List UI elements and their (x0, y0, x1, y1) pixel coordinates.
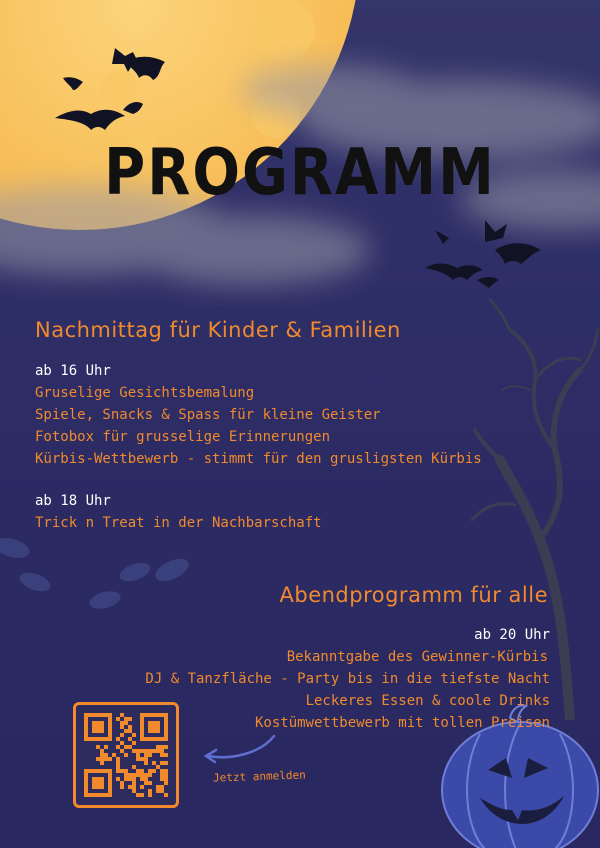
afternoon-heading: Nachmittag für Kinder & Familien (35, 318, 401, 342)
page-title: PROGRAMM (104, 135, 496, 210)
afternoon-item: Spiele, Snacks & Spass für kleine Geister (35, 407, 381, 423)
evening-item: Kostümwettbewerb mit tollen Preisen (254, 715, 550, 731)
afternoon-time-2: ab 18 Uhr (35, 493, 111, 509)
evening-item: Bekanntgabe des Gewinner-Kürbis (286, 649, 548, 665)
bat-icon (425, 220, 545, 290)
qr-code-icon[interactable] (73, 702, 179, 808)
bat-icon (55, 40, 195, 130)
afternoon-item: Fotobox für grusselige Erinnerungen (35, 429, 331, 445)
evening-item: DJ & Tanzfläche - Party bis in die tiefste Nacht (145, 671, 550, 687)
afternoon-item: Kürbis-Wettbewerb - stimmt für den grusligsten Kürbis (35, 451, 482, 467)
signup-label[interactable]: Jetzt anmelden (212, 768, 306, 785)
afternoon-item: Gruselige Gesichtsbemalung (35, 385, 255, 401)
afternoon-time-1: ab 16 Uhr (35, 363, 111, 379)
evening-item: Leckeres Essen & coole Drinks (305, 693, 550, 709)
evening-heading: Abendprogramm für alle (279, 583, 548, 607)
footprints-icon (0, 530, 200, 620)
evening-time: ab 20 Uhr (474, 627, 550, 643)
afternoon-item: Trick n Treat in der Nachbarschaft (35, 515, 322, 531)
arrow-icon (200, 730, 280, 766)
